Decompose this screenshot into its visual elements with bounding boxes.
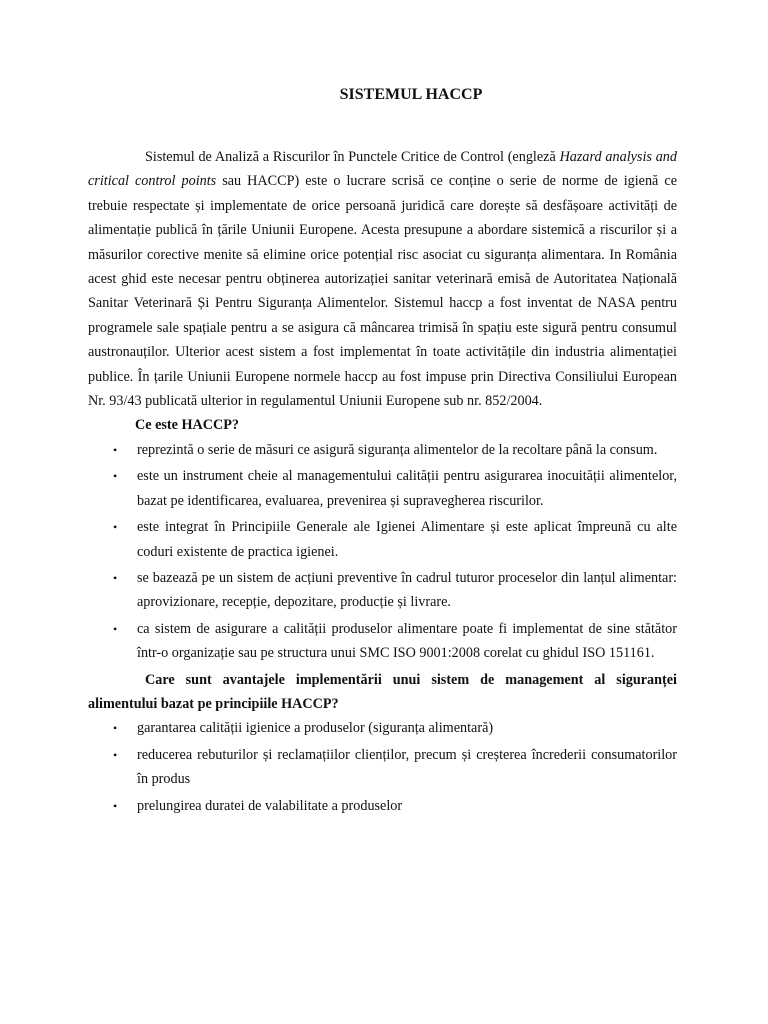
list-item: [88, 515, 677, 564]
intro-paragraph: [88, 145, 677, 413]
section-heading-advantages: Care sunt avantajele implementării unui sistem de management al siguranței alimentului bazat pe principiile HACCP?: [88, 671, 677, 712]
intro-text-part1: Sistemul de Analiză a Riscurilor în Punctele Critice de Control (engleză: [145, 149, 560, 165]
bullet-icon: •: [113, 747, 118, 762]
list-item: [88, 438, 677, 462]
intro-text-part2: sau HACCP) este o lucrare scrisă ce conține o serie de norme de igienă ce trebuie respectate și implementate de orice persoană juridică care dorește să desfășoare activități de alimentație publică în țările Uniunii Europene. Acesta presupune a abordare sistemică a riscurilor și a măsurilor corective menite să elimine orice potențial risc asociat cu siguranța alimentara. In România acest ghid este necesar pentru obținerea autorizației sanitar veterinară emisă de Autoritatea Națională Sanitar Veterinară Și Pentru Siguranța Alimentelor. Sistemul haccp a fost inventat de NASA pentru programele sale spațiale pentru a se asigura că mâncarea trimisă în spațiu este sigură pentru consumul austronauților. Ulterior acest sistem a fost implementat în toate activitățile din industria alimentației publice. În țarile Uniunii Europene normele haccp au fost impuse prin Directiva Consiliului European Nr. 93/43 publicată ulterior in regulamentul Uniunii Europene sub nr. 852/2004.: [88, 173, 677, 410]
page-title: SISTEMUL HACCP: [339, 86, 483, 103]
list-item: [88, 716, 677, 740]
section-heading-what-is-haccp: Ce este HACCP?: [135, 417, 240, 434]
list-item: [88, 794, 677, 818]
intro-text-italic: Hazard analysis and critical control points: [88, 149, 677, 190]
list-item-text: garantarea calității igienice a produselor (siguranța alimentară): [137, 720, 494, 737]
bullet-icon: •: [113, 721, 118, 736]
list-item-text: prelungirea duratei de valabilitate a produselor: [137, 797, 403, 814]
list-item-text: reducerea rebuturilor și reclamațiilor clienților, precum și creșterea încrederii consumatorilor în produs: [137, 746, 677, 788]
bullet-icon: •: [113, 621, 118, 636]
list-item: [88, 617, 677, 666]
list-item: [88, 743, 677, 792]
document-body: [88, 145, 677, 820]
list-item-text: ca sistem de asigurare a calității produselor alimentare poate fi implementat de sine stătător într-o organizație sau pe structura unui SMC ISO 9001:2008 corelat cu ghidul ISO 151161.: [137, 620, 677, 662]
list-item-text: reprezintă o serie de măsuri ce asigură siguranța alimentelor de la recoltare până la consum.: [137, 441, 658, 458]
bullet-icon: •: [113, 798, 118, 813]
bullet-list-advantages: [88, 716, 677, 818]
list-item-text: este un instrument cheie al managementului calității pentru asigurarea inocuității alimentelor, bazat pe identificarea, evaluarea, prevenirea și supravegherea riscurilor.: [137, 468, 677, 509]
list-item: [88, 464, 677, 513]
bullet-icon: •: [113, 442, 118, 457]
list-item-text: este integrat în Principiile Generale ale Igienei Alimentare și este aplicat împreună cu alte coduri existente de practica igienei.: [137, 519, 677, 560]
list-item-text: se bazează pe un sistem de acțiuni preventive în cadrul tuturor proceselor din lanțul alimentar: aprovizionare, recepție, depozitare, producție și livrare.: [137, 569, 677, 611]
bullet-icon: •: [113, 520, 118, 535]
bullet-icon: •: [113, 570, 118, 585]
list-item: [88, 566, 677, 615]
bullet-list-what-is-haccp: [88, 438, 677, 666]
bullet-icon: •: [113, 469, 118, 484]
